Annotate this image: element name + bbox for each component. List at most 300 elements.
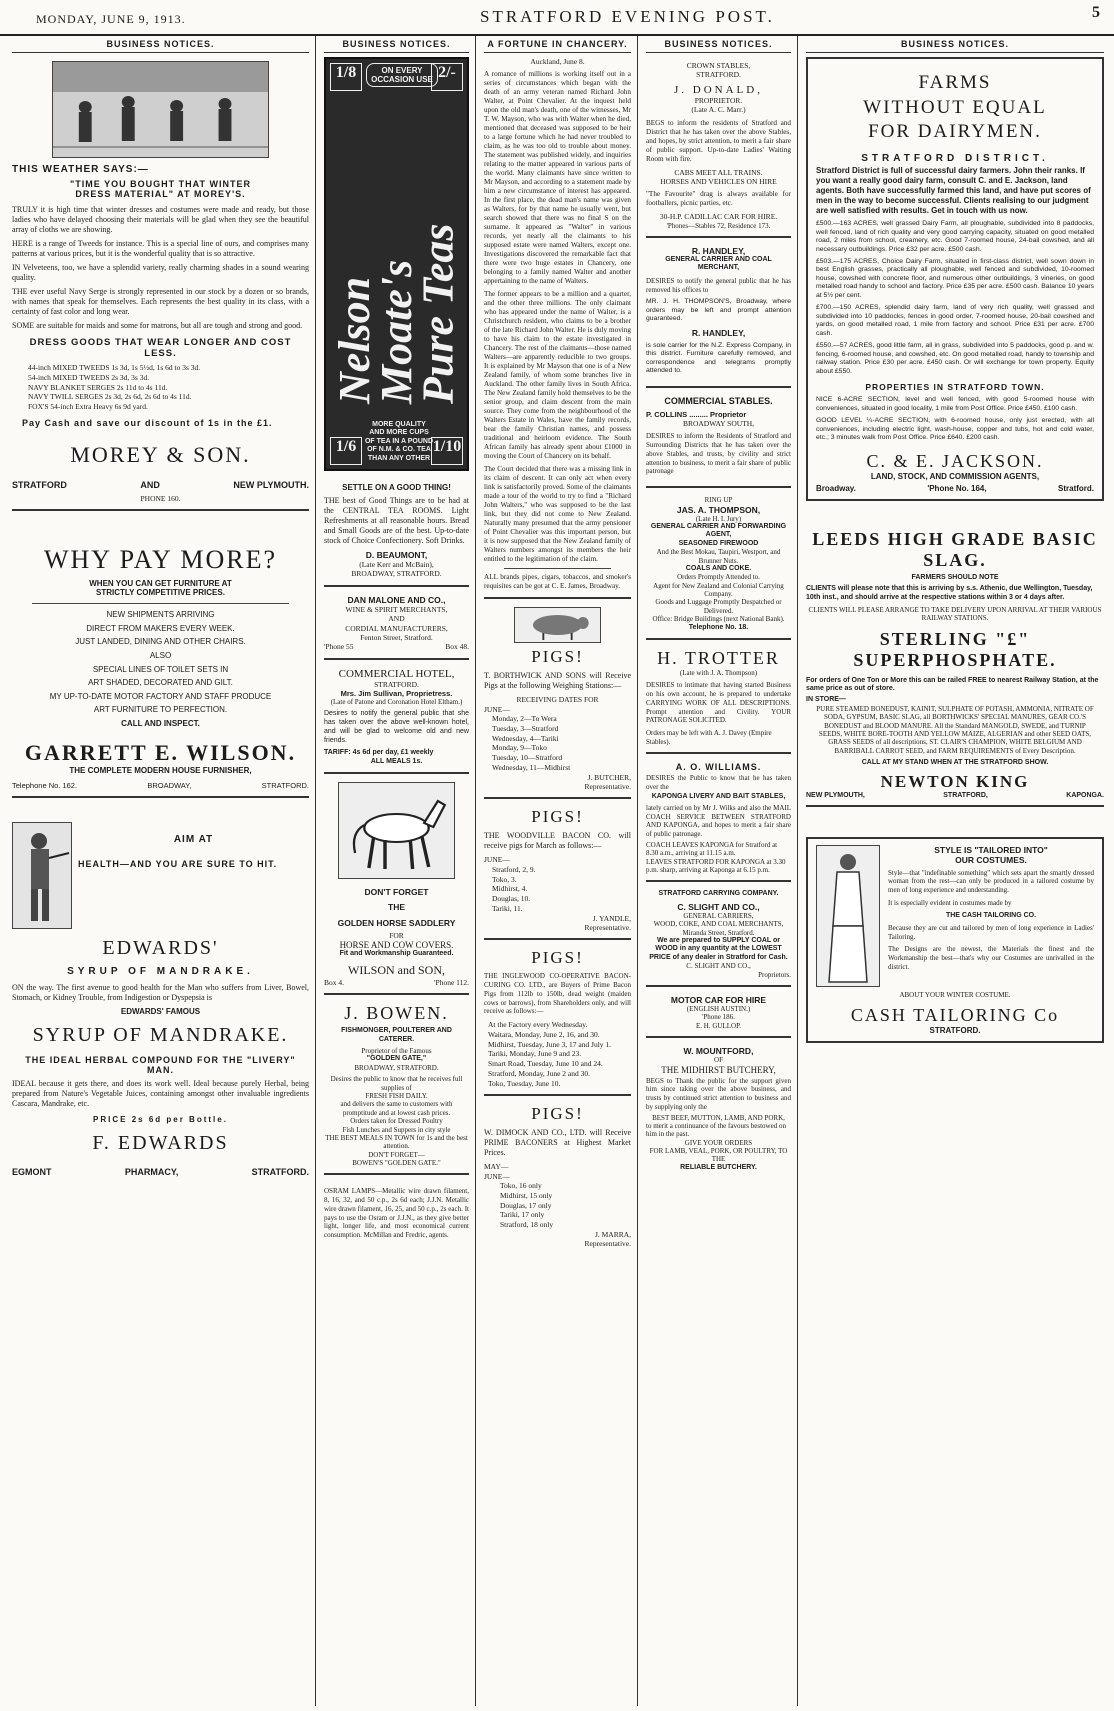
pigs-date: Toko, 3. [492,874,517,884]
bowen-address: BROADWAY, STRATFORD. [354,1063,439,1072]
edwards-famous: EDWARDS' FAMOUS [120,1007,201,1017]
horse-icon [339,783,454,878]
wilson-line: SPECIAL LINES OF TOILET SETS IN [92,664,229,674]
wilson-line: MY UP-TO-DATE MOTOR FACTORY AND STAFF PRODUCE [49,691,272,701]
pigs-month: JUNE— [484,704,510,714]
handley-body: is sole carrier for the N.Z. Express Company, in this district. Furniture carefully removed, and correspondence and telegrams promptly attended to. [646,341,791,375]
thompson-name: JAS. A. THOMPSON, [676,504,761,515]
newspaper-title: STRATFORD EVENING POST. [480,7,775,26]
saddlery-phone: 'Phone 112. [434,977,469,987]
mountford-best: BEST BEEF, MUTTON, LAMB, AND PORK, [652,1113,785,1122]
malone-line: CORDIAL MANUFACTURERS, [345,623,448,633]
edwards-signature: F. EDWARDS [92,1132,229,1155]
edwards-footer-item: PHARMACY, [124,1167,179,1178]
mountford-advert [646,1042,791,1178]
sterling-heading: STERLING "£" SUPERPHOSPHATE. [853,628,1057,670]
bowen-name: J. BOWEN. [344,1003,449,1024]
cash-body: Because they are cut and tailored by men of long experience in Ladies' Tailoring. [888,923,1094,941]
pigs-signature: J. MARRA, [594,1229,631,1239]
morey-name: MOREY & SON. [70,441,251,467]
column-2 [318,36,476,1706]
slight-address: Miranda Street, Stratford. [682,928,755,937]
pigs-date: Tuesday, 3—Stratford [492,723,559,733]
crown-cabs: CABS MEET ALL TRAINS. [674,167,763,177]
mountford-for: FOR LAMB, VEAL, PORK, OR POULTRY, TO THE [649,1147,788,1164]
morey-quote-1: "TIME YOU BOUGHT THAT WINTER [70,179,251,189]
tea-price: 1/8 [330,63,362,91]
osram-body: OSRAM LAMPS—Metallic wire drawn filament, 8, 16, 32, and 50 c.p., 2s 6d each; J.J.N. Metallic wire drawn filament, 16, 25, and 50 c.p., 2s each. It pays to use the Osram or J.J.N., as they give better light, longer life, and most economical current consumption. McMillan and Fredric, agents. [324,1187,469,1240]
crown-drag: "The Favourite" drag is always available for footballers, picnic parties, etc. [646,190,791,208]
pigs-date: Wednesday, 4—Tariki [492,733,559,743]
pigs-date: Waitara, Monday, June 2, 16, and 30. [488,1029,600,1039]
pigs-signature: J. YANDLE, [592,913,631,923]
leeds-farmers: FARMERS SHOULD NOTE [911,573,999,581]
thompson-line: Agent for New Zealand and Colonial Carrying Company. [653,581,784,599]
hotel-meals: ALL MEALS 1s. [370,757,423,765]
pigs-inglewood-advert [484,944,631,1096]
thompson-ring: RING UP [704,496,733,505]
thompson-wood: SEASONED FIREWOOD [678,539,759,547]
malone-address: Fenton Street, Stratford. [360,632,433,642]
cash-firm: CASH TAILORING Co [850,1004,1060,1025]
newton-king-name: NEWTON KING [880,771,1030,791]
handley-body: DESIRES to notify the general public that he has removed his offices to [646,276,791,294]
winter-street-illustration [52,61,269,158]
column-3 [478,36,638,1706]
malone-line: AND [388,614,405,624]
tea-price: 2/- [431,63,463,91]
cash-heading: STYLE IS "TAILORED INTO" [934,844,1048,855]
saddlery-firm: WILSON and SON, [348,962,445,977]
wilson-subline: STRICTLY COMPETITIVE PRICES. [96,588,225,598]
beaumont-body: THE best of Good Things are to be had at the CENTRAL TEA ROOMS. Light Refreshments at all reasonable hours. Bread and Small Goods are of the best. Up-to-date stock of Choice Confectionery. Soft Drinks. [324,496,469,545]
pigs-month: JUNE— [484,1171,510,1181]
bowen-line: THE BEST MEALS IN TOWN for 1s and the best attention. [325,1133,468,1151]
wilson-street: BROADWAY, [147,781,192,791]
pigs-date: Monday, 9—Toko [492,743,547,753]
chancery-dateline: Auckland, June 8. [530,57,585,66]
pigs-date: Toko, Tuesday, June 10. [488,1078,561,1088]
tea-foot: MORE QUALITY AND MORE CUPS OF TEA IN A POUND OF N.M. & CO. TEA THAN ANY OTHER [364,421,434,462]
pigs-borthwick-advert [484,603,631,799]
morey-location: STRATFORD [12,479,67,490]
mountford-give: GIVE YOUR ORDERS [684,1138,753,1147]
crown-role: PROPRIETOR. [694,95,743,105]
edwards-footer [12,1167,309,1177]
farms-heading: FARMS [918,72,992,93]
cash-body: The Designs are the newest, the Materials the finest and the Workmanship the best—that's why our Costumes are unrivalled in the district. [888,945,1094,971]
slight-body: We are prepared to SUPPLY COAL or WOOD in any quantity at the LOWEST PRICE of any dealer in Stratford for Cash. [649,936,788,961]
edwards-advert [12,802,309,1183]
pigs-date: Midhirst, 4. [492,884,528,894]
archer-illustration [12,822,72,929]
collins-heading: COMMERCIAL STABLES. [664,395,773,406]
motor-sub: (ENGLISH AUSTIN.) [686,1004,751,1013]
jackson-footer-item: Stratford. [1058,483,1094,493]
trotter-name: H. TROTTER [657,648,780,669]
pigs-month: MAY— [484,1162,509,1172]
wilson-town: STRATFORD. [261,781,309,791]
jackson-farms-advert [806,57,1104,501]
newton-king-town: KAPONGA. [1066,791,1104,799]
malone-name: DAN MALONE AND CO., [347,594,446,605]
motor-phone: 'Phone 186. [702,1013,735,1022]
thompson-late: (Late H. I. Jury) [695,514,742,523]
pigs-date: Toko, 16 only [500,1181,542,1190]
cash-town: STRATFORD. [929,1025,981,1035]
pig-illustration [514,607,601,643]
pigs-date: Smart Road, Tuesday, June 10 and 24. [488,1059,603,1068]
handley-advert [646,242,791,388]
wilson-line: JUST LANDED, DINING AND OTHER CHAIRS. [75,637,246,647]
price-list-item: NAVY TWILL SERGES 2s 3d, 2s 6d, 2s 6d to 4s 11d. [28,392,192,402]
chancery-paragraph: The former appears to be a million and a quarter, and the other three millions. The only claimant who has appeared under the name of Walter, is a Christchurch resident, who claims to be a brother of the late Richard John Walter. He is duly moving to have his claim to the estate investigated in Chancery. The rest of the claimants—those named Walters—are apparently reducible to two groups. It is explained by Mr Mayson that one is of a New Zealand family, of whom some branches live in Auckland. The other family lives in South Africa. The New Zealand family hold themselves to be the senior group, and claim descent from the main source. They come from the neighbourhood of the Walters Estate in Wales, have the family records, bear the family Christian names, and possess traditional and heirloom evidence. The South African family has already spent about £1000 in moving the Court of Chancery on its behalf. [484,290,631,461]
page-number: 5 [1092,4,1100,21]
price-list-item: FOX'S 54-inch Extra Heavy 6s 9d yard. [28,402,148,411]
morey-discount: Pay Cash and save our discount of 1s in the £1. [22,417,273,428]
crown-town: STRATFORD. [696,70,741,80]
crown-car: 30-H.P. CADILLAC CAR FOR HIRE. [659,212,778,222]
newton-king-footer [806,792,1104,799]
wilson-line: ART SHADED, DECORATED AND GILT. [88,678,233,688]
pigs-date: Midhirst, 15 only [500,1190,553,1200]
trotter-orders: Orders may be left with A. J. Davey (Empire Stables). [646,729,772,746]
edwards-footer-item: STRATFORD. [251,1167,309,1178]
tea-occasion: ON EVERY OCCASION USE [366,63,438,87]
store-heading: IN STORE— [806,696,846,704]
crown-stables-advert [646,57,791,238]
leeds-heading: LEEDS HIGH GRADE BASIC SLAG. [812,528,1098,570]
town-properties-heading: PROPERTIES IN STRATFORD TOWN. [865,382,1045,393]
wilson-headline: WHY PAY MORE? [43,545,278,575]
leeds-body: CLIENTS will please note that this is arriving by s.s. Athenic, due Wellington, Tuesday, 10th inst., and should arrive at the respective stations within 3 or 4 days after. [806,585,1093,601]
column-heading: BUSINESS NOTICES. [646,36,791,53]
farm-listing: £550.—57 ACRES, good little farm, all in grass, subdivided into 5 paddocks, good p. and w. fencing, 6-roomed house, and cowshed, etc. On good metalled road, handy to township and railway station. Price £30 per acre. £450 cash. Or will exchange for town property. Equity about £550. [816,342,1094,375]
morey-locations [12,480,309,490]
town-listing: NICE 6-ACRE SECTION, level and well fenced, with good 5-roomed house with conveniences, situated in good locality, 1 mile from Post Office. Price £450. £100 cash. [816,396,1094,412]
bowen-trade: FISHMONGER, POULTERER AND CATERER. [341,1027,452,1043]
tea-price: 1/10 [431,437,463,465]
wilson-tagline: THE COMPLETE MODERN HOUSE FURNISHER, [69,766,252,776]
store-list: PURE STEAMED BONEDUST, KAINIT, SULPHATE OF POTASH, AMMONIA, NITRATE OF SODA, GYPSUM, BASIC SLAG, all BORTHWICKS' SPECIAL MANURES, GEAR CO.'S BONEDUST and BLOOD MANURE. All the Standard MANGOLD, SWEDE, and TURNIP SEEDS, WHITE BORE-TOOTH AND YELLOW MAIZE, ALGERIAN and other SEED OATS, GRASS SEEDS of all descriptions, ST. CLAIR'S CHAMPION, WHITE BELGIUM AND BARRIBALL CARROT SEED, and FARM REQUIREMENTS of Every Description. [816,704,1094,755]
lady-costume-icon [817,846,879,986]
column-heading: BUSINESS NOTICES. [12,36,309,53]
saddlery-line: DON'T FORGET [364,887,429,898]
pigs-date: Midhirst, Tuesday, June 3, 17 and July 1. [488,1039,612,1049]
jackson-footer-item: Broadway. [816,483,856,493]
thompson-line: COALS AND COKE. [685,564,752,572]
newton-king-advert [806,509,1104,807]
hotel-town: STRATFORD. [374,679,419,689]
horse-illustration [338,782,455,879]
bowen-prop: Proprietor of the Famous [361,1046,432,1055]
commercial-hotel-advert [324,664,469,775]
pigs-body: W. DIMOCK AND CO., LTD. will Receive PRIME BACONERS at Highest Market Prices. [484,1128,631,1158]
cash-tailoring-advert [806,837,1104,1043]
bowen-advert [324,999,469,1175]
james-notice: ALL brands pipes, cigars, tobaccos, and smoker's requisites can be got at C. E. James, Broadway. [484,573,631,599]
morey-paragraph: SOME are suitable for maids and some for matrons, but all are tough and strong and good. [12,321,303,330]
price-list-item: NAVY BLANKET SERGES 2s 11d to 4s 11d. [28,382,168,392]
bowen-cafe: "GOLDEN GATE," [366,1055,427,1063]
hotel-name: COMMERCIAL HOTEL, [338,667,455,680]
bowen-line: BOWEN'S "GOLDEN GATE." [352,1159,441,1168]
farms-heading: FOR DAIRYMEN. [868,121,1042,143]
slight-heading: STRATFORD CARRYING COMPANY. [658,890,779,898]
pigs-role: Representative. [584,922,631,932]
williams-name: A. O. WILLIAMS. [675,761,762,772]
beaumont-advert [324,479,469,587]
beaumont-address: BROADWAY, STRATFORD. [351,569,442,579]
saddlery-box: Box 4. [324,977,345,987]
mountford-body: BEGS to Thank the public for the support given him since taking over the above business, and trusts by continued strict attention to business and by supplying only the [646,1076,791,1111]
edwards-name: EDWARDS' [102,937,219,960]
divider [504,568,611,569]
crown-phones: 'Phones—Stables 72, Residence 173. [666,221,771,230]
pigs-date: Tariki, 11. [492,903,523,913]
malone-box: Box 48. [445,642,469,652]
pigs-body: THE WOODVILLE BACON CO. will receive pigs for March as follows:— [484,831,631,851]
hotel-late: (Late of Patone and Coronation Hotel Eltham.) [330,698,463,706]
bowen-line: Fish Lunches and Suppers in city style [342,1125,451,1134]
farms-heading: WITHOUT EQUAL [863,96,1047,118]
motor-name: E. H. GULLOP. [696,1021,741,1030]
saddlery-line: Fit and Workmanship Guaranteed. [339,950,454,958]
crown-name: CROWN STABLES, [686,61,751,70]
pigs-date: Stratford, Monday, June 2 and 30. [488,1068,590,1078]
sterling-orders: For orders of One Ton or More this can be railed FREE to nearest Railway Station, at the same price as out of store. [806,676,1099,693]
crown-late: (Late A. C. Marr.) [691,105,746,115]
pigs-heading: PIGS! [531,1104,584,1124]
pigs-body: THE INGLEWOOD CO-OPERATIVE BACON-CURING CO. LTD., are Buyers of Prime Bacon Pigs from 112lb to 150lb, dead weight (maiden cows or barrows), from Shareholders only, and will receive as follows:— [484,972,631,1016]
pig-icon [515,608,600,642]
wilson-advert [12,515,309,798]
wilson-line: DIRECT FROM MAKERS EVERY WEEK. [86,623,235,633]
thompson-line: And the Best Mokau, Taupiri, Westport, and Brunner Nuts. [656,548,781,565]
price-list-item: 54-inch MIXED TWEEDS 2s 3d, 3s 3d. [28,372,150,382]
farms-district: STRATFORD DISTRICT. [861,153,1049,165]
show-notice: CALL AT MY STAND WHEN AT THE STRATFORD SHOW. [861,759,1049,767]
slight-advert [646,886,791,987]
pigs-dates-heading: RECEIVING DATES FOR [516,695,599,705]
wilson-name: GARRETT E. WILSON. [24,740,297,766]
williams-body: DESIRES the Public to know that he has taken over the [646,773,791,791]
bowen-line: DON'T FORGET— [368,1150,425,1159]
thompson-line: Goods and Luggage Promptly Despatched or Delivered. [655,598,782,615]
williams-body: lately carried on by Mr J. Wilks and also the MAIL COACH SERVICE BETWEEN STRATFORD AND KAPONGA, and hopes to merit a fair share of public patronage. [646,803,791,839]
saddlery-advert [324,778,469,995]
trotter-late: (Late with J. A. Thompson) [679,669,758,678]
mountford-of: OF [714,1056,723,1065]
pigs-date: Tariki, 17 only [500,1210,545,1220]
williams-advert [646,758,791,882]
cash-name: THE CASH TAILORING CO. [945,911,1037,919]
pigs-body: T. BORTHWICK AND SONS will Receive Pigs at the following Weighing Stations:— [484,671,631,691]
williams-coach: COACH LEAVES KAPONGA for Stratford at 8.30 a.m., arriving at 11.15 a.m. [646,840,778,858]
edwards-price: PRICE 2s 6d per Bottle. [93,1115,228,1125]
saddlery-line: THE [388,902,405,913]
slight-goods: WOOD, COKE, AND COAL MERCHANTS, [653,920,784,929]
pigs-signature: J. BUTCHER, [587,772,631,782]
collins-name: P. COLLINS ......... Proprietor [646,409,747,419]
column-heading: BUSINESS NOTICES. [324,36,469,53]
thompson-role: GENERAL CARRIER AND FORWARDING AGENT, [650,522,787,539]
williams-coach: LEAVES STRATFORD FOR KAPONGA at 3.30 p.m. sharp, arriving at Kaponga at 6.15 p.m. [646,857,786,875]
morey-location: NEW PLYMOUTH. [233,479,309,490]
mountford-reliable: RELIABLE BUTCHERY. [680,1163,757,1171]
crown-hire: HORSES AND VEHICLES ON HIRE [660,176,777,186]
slight-role2: Proprietors. [758,970,791,979]
slight-sign: C. SLIGHT AND CO., [686,962,751,971]
collins-advert [646,392,791,489]
morey-paragraph: HERE is a range of Tweeds for instance. This is a special line of ours, and comprises many patterns at various prices, but it is the wonderful quality that is so attractive. [12,239,309,258]
saddlery-contact [324,978,469,987]
jackson-footer-item: 'Phone No. 164, [927,483,987,493]
farm-listing: £700.—150 ACRES, splendid dairy farm, land of very rich quality, well grassed and subdivided into 10 paddocks, fences in good order, 7-roomed house, 20-bail cowshed and yards, on good metalled road, 1 mile from factory and school. Price £31 per acre. £700 cash. [816,304,1094,337]
wilson-line: ALSO [149,650,172,660]
beaumont-name: D. BEAUMONT, [365,550,428,560]
wilson-line: CALL AND INSPECT. [121,718,200,728]
beaumont-late: (Late Kerr and McBain), [359,560,434,569]
pigs-date: Wednesday, 11—Midhirst [492,762,571,772]
price-list-item: 44-inch MIXED TWEEDS 1s 3d, 1s 5½d, 1s 6d to 3s 3d. [28,363,201,372]
masthead [0,0,1114,36]
pigs-month: JUNE— [484,855,510,865]
column-4 [640,36,798,1706]
pigs-date: Douglas, 17 only [500,1200,552,1210]
malone-advert [324,591,469,660]
pigs-date: Douglas, 10. [492,894,531,903]
handley-name: R. HANDLEY, [691,327,746,338]
wilson-body [12,608,309,730]
pigs-date: Monday, 2—To Wera [492,714,557,724]
trotter-advert [646,644,791,754]
handley-name: R. HANDLEY, [691,246,746,257]
pigs-date: Stratford, 18 only [500,1220,554,1229]
pigs-date: At the Factory every Wednesday. [488,1020,588,1029]
column-5 [800,36,1110,1706]
crowd-scene-icon [53,62,268,157]
pigs-heading: PIGS! [531,647,584,667]
morey-phone: PHONE 160. [140,493,181,503]
morey-quote-2: DRESS MATERIAL" AT MOREY'S. [75,189,246,199]
cash-heading: OUR COSTUMES. [955,854,1027,865]
archer-icon [13,823,71,928]
chancery-paragraph: A romance of millions is working itself out in a series of circumstances which began with the death of an army veteran named Richard John Walter, at Point Chevalier. At the inquest held upon the old man's death, one of the witnesses, Mr T. W. Mayson, who was with Walter when he died, mentioned that deceased was supposed to be heir to a large fortune which he had never troubled to claim, as he was too old to trouble about money. The statement was published widely, and inquiries relating to the matter appeared in various parts of the world. Many claimants have since written to Mr Mayson, and according to a statement made by him a new circumstance of interest has appeared. In the first place, the dead man's name was given as Walters, for by that name he usually went, but search showed that there was no final S on the surname. It appeared as "Walter" in various records, yet nearly all the claimants to his supposed estate were named Walters, except one. Investigations discovered the remarkable fact that there were two huge estates in Chancery, one belonging to a family named Walter and another appertaining to the name of Walters. [484,70,631,286]
divider [32,603,289,604]
thompson-line: Orders Promptly Attended to. [677,573,760,582]
jackson-footer [816,484,1094,493]
farm-listing: £503.—175 ACRES, Choice Dairy Farm, situated in first-class district, well sown down in best English grasses, practically all ploughable, well fenced and subdivided, 10-roomed house, cowshed with concrete floor, and numerous other outbuildings, 3 vineries, on good metalled road handy to school and factory. Price £35 per acre. £500 cash. Balance 10 years at 5½ per cent. [816,258,1094,299]
wilson-phone: Telephone No. 162. [12,781,78,791]
morey-paragraph: THE ever useful Navy Serge is strongly represented in our stock by a dozen or so brands, with names that speak for themselves. Each represents the best quality in its class, with a certainty of fast color and long wear. [12,287,309,316]
edwards-ideal: THE IDEAL HERBAL COMPOUND FOR THE "LIVERY" MAN. [25,1055,296,1076]
pigs-date: Tuesday, 10—Stratford [492,753,563,763]
pigs-heading: PIGS! [531,948,584,968]
bowen-line: Orders taken for Dressed Poultry [350,1117,443,1126]
column-heading: BUSINESS NOTICES. [806,36,1104,53]
morey-intro: THIS WEATHER SAYS:— [12,164,149,175]
cash-body: It is especially evident in costumes made by [888,898,1012,907]
pigs-heading: PIGS! [531,807,584,827]
pigs-role: Representative. [584,1239,631,1249]
edwards-aim-line: HEALTH—AND YOU ARE SURE TO HIT. [78,859,278,870]
edwards-footer-item: EGMONT [12,1167,52,1178]
jackson-role: LAND, STOCK, AND COMMISSION AGENTS, [870,471,1040,481]
newton-king-town: NEW PLYMOUTH, [806,791,865,799]
crown-body: BEGS to inform the residents of Stratford and District that he has taken over the above Stables, and hopes, by strict attention, to merit a fair share of public support. Up-to-date Ladies' Waiting Room with fire. [646,118,791,163]
hotel-tariff: TARIFF: 4s 6d per day, £1 weekly [324,749,434,757]
handley-role: GENERAL CARRIER AND COAL MERCHANT, [665,256,772,272]
handley-address: MR. J. H. THOMPSON'S, Broadway, where orders may be left and prompt attention guaranteed. [646,298,791,323]
thompson-tel: Telephone No. 18. [688,623,749,631]
morey-advert [12,57,309,511]
edwards-syrup-large: SYRUP OF MANDRAKE. [32,1024,289,1047]
chancery-paragraph: The Court decided that there was a missing link in its claim of descent. It can only act when every link is satisfactorily proved. Some of the claimants made a tour of the world to try to find a "Richard John Walters," who was supposed to be the last link, but they did not come to New Zealand. Naturally many presumed that the army pensioner of Point Chevalier was this important person, but it is now supposed that the New Zealand family of Walters numbers amongst its members the heir entitled to the legitimation of the claim. [484,465,631,564]
slight-role: GENERAL CARRIERS, [683,911,754,920]
lady-costume-illustration [816,845,880,987]
mountford-body2: to merit a continuance of the favours bestowed on him in the past. [646,1121,786,1139]
column-heading: A FORTUNE IN CHANCERY. [484,36,631,53]
pigs-date: Stratford, 2, 9. [492,864,536,874]
wilson-footer [12,781,309,790]
collins-address: BROADWAY SOUTH, [682,419,755,429]
morey-paragraph: TRULY it is high time that winter dresses and costumes were made and ready, but those ladies who have delayed choosing their materials will be glad when they see the beautiful array of cloths we are showing. [12,205,309,234]
cash-about: ABOUT YOUR WINTER COSTUME. [899,990,1011,999]
osram-advert [324,1179,469,1250]
issue-date: MONDAY, JUNE 9, 1913. [36,12,186,26]
saddlery-line: GOLDEN HORSE SADDLERY [337,917,456,928]
cash-body: Style—that "indefinable something" which sets apart the smartly dressed woman from the rest—can only be produced in a tailored costume by men of long experience and understanding. [888,868,1094,895]
edwards-paragraph: IDEAL because it gets there, and does its work well. Ideal because purely Herbal, being prepared from Nature's Vegetable Juices, containing amongst other invaluable ingredients Cascara, Mandrake, etc. [12,1079,309,1109]
tea-brand: Nelson Moate's Pure Teas [330,223,463,404]
edwards-paragraph: ON the way. The first avenue to good health for the Man who suffers from Liver, Bowel, Stomach, or Kidney Trouble, from Indigestion or Dyspepsia is [12,983,309,1003]
malone-line: WINE & SPIRIT MERCHANTS, [345,604,448,614]
thompson-advert [646,492,791,640]
wilson-subline: WHEN YOU CAN GET FURNITURE AT [89,579,232,589]
malone-contact [324,642,469,651]
pigs-date: Tariki, Monday, June 9 and 23. [488,1049,582,1059]
motor-heading: MOTOR CAR FOR HIRE [670,994,767,1005]
slight-name: C. SLIGHT AND CO., [677,901,760,912]
morey-subheading: DRESS GOODS THAT WEAR LONGER AND COST LESS. [29,337,292,359]
leeds-body: CLIENTS WILL PLEASE ARRANGE TO TAKE DELIVERY UPON ARRIVAL AT THEIR VARIOUS RAILWAY STATIONS. [808,605,1102,623]
hotel-proprietress: Mrs. Jim Sullivan, Proprietress. [340,689,453,698]
pigs-role: Representative. [584,782,631,791]
collins-body: DESIRES to inform the Residents of Stratford and Surrounding Districts that he has taken over the above Stables, and trusts, by civility and strict attention to business, to merit a fair share of public patronage [646,432,791,476]
beaumont-heading: SETTLE ON A GOOD THING! [342,483,451,492]
wilson-line: NEW SHIPMENTS ARRIVING [106,610,215,620]
jackson-firm: C. & E. JACKSON. [866,450,1044,471]
bowen-line: and delivers the same to customers with promptitude and at lowest cash prices. [340,1100,453,1117]
tea-price: 1/6 [330,437,362,465]
saddlery-line: FOR [389,931,404,941]
thompson-line: Office: Bridge Buildings (next National Bank). [652,615,785,624]
wilson-line: ART FURNITURE TO PERFECTION. [93,705,228,715]
nelson-moate-tea-advert [324,57,469,471]
bowen-line: Desires the public to know that he receives full supplies of [330,1075,463,1092]
pigs-woodville-advert [484,803,631,940]
morey-location: AND [140,479,160,490]
edwards-aim: AIM AT [173,834,214,846]
column-1 [6,36,316,1706]
motor-advert [646,991,791,1038]
trotter-body: DESIRES to intimate that having started Business on his own account, he is prepared to undertake CARRYING WORK OF ALL DESCRIPTIONS. Prompt attention and Civility. YOUR PATRONAGE SOLICITED. [646,681,791,725]
hotel-body: Desires to notify the general public that she has taken over the above well-known hotel, and will be glad to welcome old and new friends. [324,710,469,744]
morey-paragraph: IN Velveteens, too, we have a splendid variety, really charming shades in a sound wearing quality. [12,263,309,282]
town-listing: GOOD LEVEL ¼-ACRE SECTION, with 6-roomed house, only just erected, with all conveniences, including electric light, wash-house, copper and tubs, hot and cold water, etc.; 3 minutes walk from Post Office. Price £640. £200 cash. [816,417,1094,442]
crown-proprietor: J. DONALD, [674,83,763,96]
